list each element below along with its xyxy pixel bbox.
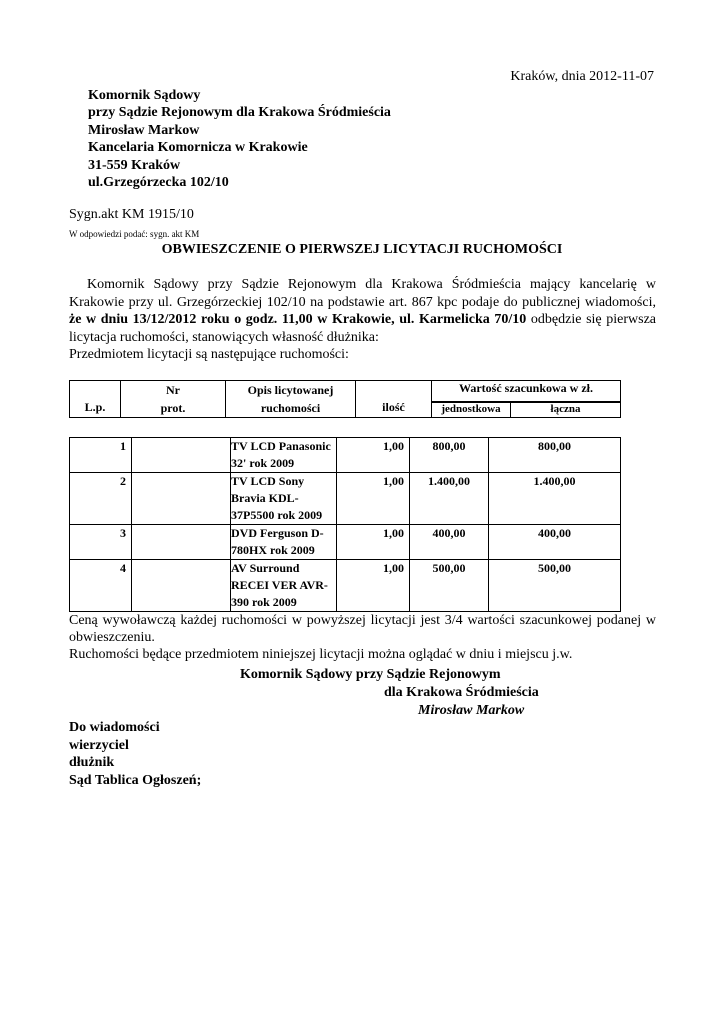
document-date: Kraków, dnia 2012-11-07 <box>510 69 654 84</box>
intro-line2: Przedmiotem licytacji są następujące ruchomości: <box>69 347 349 363</box>
auction-date-place: że w dniu 13/12/2012 roku o godz. 11,00 w Krakowie, ul. Karmelicka 70/10 <box>69 312 527 328</box>
case-reference: Sygn.akt KM 1915/10 <box>69 207 194 222</box>
cell-jednostkowa: 500,00 <box>410 560 489 612</box>
col-nr-header: Nr prot. <box>121 381 226 418</box>
distribution-item: wierzyciel <box>69 737 129 753</box>
header-line: przy Sądzie Rejonowym dla Krakowa Śródmieścia <box>88 105 391 121</box>
cell-lp: 3 <box>70 525 132 560</box>
header-line: Mirosław Markow <box>88 122 200 138</box>
col-wartosc-header: Wartość szacunkowa w zł. <box>432 381 621 402</box>
footer-text <box>69 612 656 664</box>
cell-laczna: 500,00 <box>489 560 621 612</box>
signature-line1: Komornik Sądowy przy Sądzie Rejonowym <box>240 667 501 682</box>
cell-jednostkowa: 800,00 <box>410 438 489 473</box>
cell-nr <box>132 473 231 525</box>
cell-lp: 1 <box>70 438 132 473</box>
cell-nr <box>132 438 231 473</box>
intro-text <box>69 276 656 364</box>
signature-line2: dla Krakowa Śródmieścia <box>384 685 539 700</box>
items-table-header <box>69 380 621 418</box>
table-row <box>70 525 621 560</box>
distribution-item: Do wiadomości <box>69 720 160 735</box>
intro-part2: odbędzie się pierwsza licytacja ruchomości, stanowiących własność dłużnika: <box>69 312 656 345</box>
signature-name: Mirosław Markow <box>418 703 525 718</box>
cell-ilosc: 1,00 <box>337 473 410 525</box>
cell-opis: TV LCD Sony Bravia KDL-37P5500 rok 2009 <box>231 473 337 525</box>
cell-ilosc: 1,00 <box>337 560 410 612</box>
col-ilosc-header: ilość <box>356 381 432 418</box>
viewing-note: Ruchomości będące przedmiotem niniejszej licytacji można oglądać w dniu i miejscu j.w. <box>69 647 573 663</box>
table-row <box>70 560 621 612</box>
header-line: Komornik Sądowy <box>88 88 201 103</box>
table-row <box>70 438 621 473</box>
bailiff-header <box>88 87 391 191</box>
starting-price-note: Ceną wywoławczą każdej ruchomości w powyższej licytacji jest 3/4 wartości szacunkowej podanej w obwieszczeniu. <box>69 613 656 646</box>
table-row <box>70 473 621 525</box>
cell-opis: TV LCD Panasonic 32' rok 2009 <box>231 438 337 473</box>
col-lp-header: L.p. <box>70 381 121 418</box>
cell-opis: AV Surround RECEI VER AVR-390 rok 2009 <box>231 560 337 612</box>
distribution-list <box>69 719 201 789</box>
distribution-item: Sąd Tablica Ogłoszeń; <box>69 772 202 788</box>
cell-ilosc: 1,00 <box>337 525 410 560</box>
cell-nr <box>132 560 231 612</box>
cell-jednostkowa: 400,00 <box>410 525 489 560</box>
header-line: 31-559 Kraków <box>88 157 181 173</box>
cell-nr <box>132 525 231 560</box>
distribution-item: dłużnik <box>69 755 115 770</box>
intro-part1: Komornik Sądowy przy Sądzie Rejonowym dla Krakowa Śródmieścia mający kancelarię w Krakowie przy ul. Grzegórzeckiej 102/10 na podstawie art. 867 kpc podaje do publicznej wiadomości, <box>69 277 656 310</box>
cell-lp: 2 <box>70 473 132 525</box>
document-title: OBWIESZCZENIE O PIERWSZEJ LICYTACJI RUCHOMOŚCI <box>161 242 563 257</box>
col-laczna-header: łączna <box>511 402 621 418</box>
cell-laczna: 1.400,00 <box>489 473 621 525</box>
col-opis-header: Opis licytowanej ruchomości <box>226 381 356 418</box>
header-line: ul.Grzegórzecka 102/10 <box>88 175 229 191</box>
reply-note: W odpowiedzi podać: sygn. akt KM <box>69 229 200 239</box>
header-line: Kancelaria Komornicza w Krakowie <box>88 140 308 156</box>
col-jednostkowa-header: jednostkowa <box>432 402 511 418</box>
cell-jednostkowa: 1.400,00 <box>410 473 489 525</box>
cell-laczna: 800,00 <box>489 438 621 473</box>
cell-opis: DVD Ferguson D-780HX rok 2009 <box>231 525 337 560</box>
cell-laczna: 400,00 <box>489 525 621 560</box>
items-table <box>69 437 621 612</box>
cell-lp: 4 <box>70 560 132 612</box>
cell-ilosc: 1,00 <box>337 438 410 473</box>
